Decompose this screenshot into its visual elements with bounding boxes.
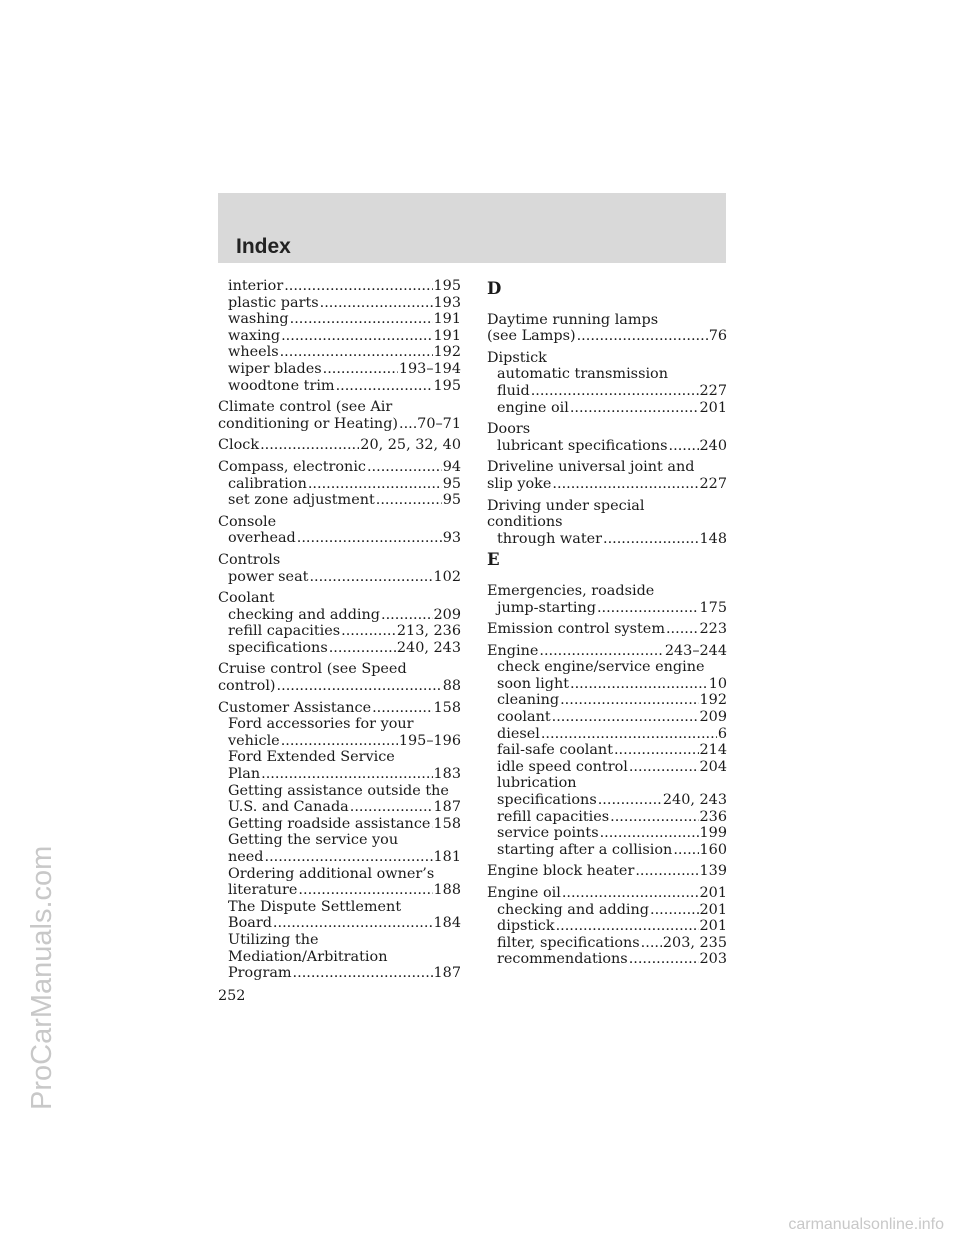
dot-leader <box>541 726 717 743</box>
entry-page-ref: 209 <box>433 606 461 623</box>
dot-leader <box>293 965 433 982</box>
entry-text: cleaning <box>497 692 560 709</box>
entry-text: control) <box>218 678 276 695</box>
index-subentry <box>218 378 461 395</box>
index-subentry <box>487 438 727 455</box>
entry-text: lubricant specifications <box>497 437 668 454</box>
entry-text: checking and adding <box>228 606 381 623</box>
dot-leader <box>281 328 432 345</box>
entry-page-ref: 184 <box>433 915 461 932</box>
entry-text: wiper blades <box>228 360 322 377</box>
entry-text: Plan <box>228 766 261 783</box>
index-subentry <box>218 915 461 932</box>
index-subentry <box>487 918 727 935</box>
index-subentry <box>218 492 461 509</box>
entry-text: Driving under special <box>487 497 645 514</box>
entry-text: Engine block heater <box>487 863 635 880</box>
page-title: Index <box>236 235 291 258</box>
entry-text: literature <box>228 882 298 899</box>
dot-leader <box>673 842 698 859</box>
index-main-entry <box>218 399 461 416</box>
entry-text: Daytime running lamps <box>487 311 659 328</box>
entry-page-ref: 223 <box>699 621 727 638</box>
index-entry <box>487 459 727 492</box>
index-subentry <box>487 709 727 726</box>
dot-leader <box>399 416 416 433</box>
entry-text: Getting assistance outside the <box>228 782 449 799</box>
dot-leader <box>556 918 699 935</box>
entry-text: Customer Assistance <box>218 699 372 716</box>
entry-text: calibration <box>228 475 307 492</box>
entry-text: overhead <box>228 530 296 547</box>
entry-page-ref: 20, 25, 32, 40 <box>360 437 461 454</box>
index-header-band <box>218 193 726 263</box>
dot-leader <box>614 742 699 759</box>
dot-leader <box>597 600 699 617</box>
entry-text: filter, specifications <box>497 934 640 951</box>
entry-page-ref: 148 <box>699 530 727 547</box>
index-subentry <box>487 692 727 709</box>
index-main-entry <box>487 885 727 902</box>
entry-page-ref: 6 <box>717 725 727 742</box>
entry-text: refill capacities <box>228 623 341 640</box>
dot-leader <box>297 530 442 547</box>
index-subentry <box>218 783 461 800</box>
index-subentry <box>218 832 461 849</box>
entry-text: specifications <box>228 639 328 656</box>
index-subentry <box>487 902 727 919</box>
entry-page-ref: 93 <box>442 530 461 547</box>
entry-page-ref: 240, 243 <box>662 792 727 809</box>
dot-leader <box>265 849 433 866</box>
entry-page-ref: 10 <box>708 675 727 692</box>
index-main-entry <box>218 590 461 607</box>
dot-leader <box>531 383 699 400</box>
entry-text: wheels <box>228 344 279 361</box>
dot-leader <box>669 438 699 455</box>
entry-page-ref: 158 <box>433 815 461 832</box>
dot-leader <box>329 640 396 657</box>
index-main-entry <box>487 421 727 438</box>
dot-leader <box>308 476 442 493</box>
dot-leader <box>309 569 432 586</box>
entry-text: recommendations <box>497 951 628 968</box>
dot-leader <box>635 863 698 880</box>
index-column-left <box>218 278 461 987</box>
entry-page-ref: 188 <box>433 882 461 899</box>
index-main-entry <box>487 312 727 329</box>
entry-text: The Dispute Settlement <box>228 898 402 915</box>
index-entry <box>487 350 727 416</box>
dot-leader <box>323 361 398 378</box>
index-subentry <box>487 742 727 759</box>
entry-page-ref: 95 <box>442 475 461 492</box>
index-entry <box>487 312 727 345</box>
entry-page-ref: 227 <box>699 475 727 492</box>
entry-text: Program <box>228 965 292 982</box>
index-main-entry <box>487 583 727 600</box>
entry-page-ref: 94 <box>442 458 461 475</box>
entry-text: jump-starting <box>497 599 596 616</box>
dot-leader <box>376 492 442 509</box>
dot-leader <box>273 915 433 932</box>
index-subentry <box>218 295 461 312</box>
dot-leader <box>281 733 398 750</box>
entry-page-ref: 240, 243 <box>396 639 461 656</box>
dot-leader <box>610 809 698 826</box>
index-main-entry <box>487 476 727 493</box>
dot-leader <box>284 278 432 295</box>
index-subentry <box>218 949 461 966</box>
index-subentry <box>487 935 727 952</box>
entry-text: Emergencies, roadside <box>487 582 655 599</box>
entry-page-ref: 193–194 <box>398 360 461 377</box>
dot-leader <box>552 476 698 493</box>
index-subentry <box>218 716 461 733</box>
entry-text: check engine/service engine <box>497 659 705 676</box>
index-main-entry <box>487 328 727 345</box>
dot-leader <box>552 709 699 726</box>
entry-text: Ford accessories for your <box>228 716 414 733</box>
dot-leader <box>341 623 396 640</box>
section-letter: E <box>487 550 500 570</box>
section-letter: D <box>487 279 502 298</box>
index-subentry <box>487 531 727 548</box>
entry-text: plastic parts <box>228 294 319 311</box>
entry-text: conditions <box>487 514 563 531</box>
index-subentry <box>487 792 727 809</box>
entry-page-ref: 158 <box>433 699 461 716</box>
index-main-entry <box>218 552 461 569</box>
index-subentry <box>218 749 461 766</box>
entry-text: woodtone trim <box>228 377 335 394</box>
entry-text: Getting roadside assistance <box>228 815 431 832</box>
entry-page-ref: 187 <box>433 965 461 982</box>
dot-leader <box>577 328 708 345</box>
index-entry <box>487 885 727 968</box>
index-entry <box>218 459 461 509</box>
entry-page-ref: 213, 236 <box>396 623 461 640</box>
entry-page-ref: 191 <box>433 327 461 344</box>
entry-page-ref: 227 <box>699 382 727 399</box>
entry-text: waxing <box>228 327 281 344</box>
entry-text: specifications <box>497 792 597 809</box>
entry-text: interior <box>228 278 284 294</box>
index-main-entry <box>487 350 727 367</box>
entry-page-ref: 243–244 <box>664 642 727 659</box>
entry-text: dipstick <box>497 918 555 935</box>
entry-page-ref: 214 <box>699 742 727 759</box>
index-subentry <box>487 951 727 968</box>
entry-text: idle speed control <box>497 758 628 775</box>
index-main-entry <box>218 459 461 476</box>
entry-page-ref: 183 <box>433 766 461 783</box>
entry-page-ref: 195–196 <box>398 732 461 749</box>
index-subentry <box>218 640 461 657</box>
dot-leader <box>598 792 662 809</box>
entry-text: Climate control (see Air <box>218 399 393 416</box>
entry-page-ref: 236 <box>699 808 727 825</box>
index-subentry <box>218 816 461 833</box>
entry-text: through water <box>497 530 602 547</box>
index-subentry <box>218 899 461 916</box>
entry-text: refill capacities <box>497 808 610 825</box>
entry-text: automatic transmission <box>497 366 668 383</box>
entry-page-ref: 192 <box>433 344 461 361</box>
dot-leader <box>298 882 432 899</box>
index-subentry <box>487 383 727 400</box>
entry-page-ref: 181 <box>433 849 461 865</box>
entry-text: Coolant <box>218 590 275 607</box>
index-subentry <box>218 530 461 547</box>
entry-page-ref: 191 <box>433 311 461 328</box>
entry-text: Getting the service you <box>228 832 399 849</box>
entry-page-ref: 199 <box>699 825 727 842</box>
dot-leader <box>350 799 433 816</box>
entry-text: Board <box>228 915 272 932</box>
index-subentry <box>487 825 727 842</box>
dot-leader <box>320 295 433 312</box>
index-column-right <box>487 278 727 973</box>
index-subentry <box>218 766 461 783</box>
entry-page-ref: 195 <box>433 278 461 294</box>
index-entry <box>487 498 727 548</box>
dot-leader <box>372 700 432 717</box>
watermark-carmanualsonline: carmanualsonline.info <box>788 1216 944 1233</box>
index-subentry <box>487 842 727 859</box>
index-main-entry <box>218 514 461 531</box>
index-subentry <box>218 569 461 586</box>
index-entry <box>487 863 727 880</box>
dot-leader <box>367 459 442 476</box>
entry-page-ref: 175 <box>699 599 727 616</box>
entry-page-ref: 102 <box>433 568 461 585</box>
dot-leader <box>261 766 432 783</box>
entry-text: Clock <box>218 437 260 454</box>
dot-leader <box>280 344 433 361</box>
entry-text: Dipstick <box>487 349 547 366</box>
dot-leader <box>277 678 442 695</box>
dot-leader <box>381 607 433 624</box>
entry-text: Cruise control (see Speed <box>218 661 407 678</box>
entry-page-ref: 209 <box>699 709 727 726</box>
entry-text: fail-safe coolant <box>497 742 613 759</box>
index-main-entry <box>218 678 461 695</box>
entry-text: vehicle <box>228 732 280 749</box>
index-subentry <box>218 344 461 361</box>
dot-leader <box>431 816 432 833</box>
index-entry <box>218 661 461 694</box>
entry-text: engine oil <box>497 399 569 416</box>
entry-text: diesel <box>497 725 540 742</box>
entry-text: Ordering additional owner’s <box>228 865 435 882</box>
index-main-entry <box>487 498 727 515</box>
index-main-entry <box>218 661 461 678</box>
dot-leader <box>666 621 699 638</box>
index-subentry <box>218 965 461 982</box>
index-subentry <box>487 809 727 826</box>
index-subentry <box>218 932 461 949</box>
index-subentry <box>487 759 727 776</box>
entry-text: lubrication <box>497 775 577 792</box>
index-entry <box>487 621 727 638</box>
entry-text: Compass, electronic <box>218 458 366 475</box>
dot-leader <box>570 400 699 417</box>
index-main-entry <box>218 700 461 717</box>
index-entry <box>218 437 461 454</box>
entry-text: service points <box>497 825 599 842</box>
entry-page-ref: 201 <box>699 885 727 901</box>
dot-leader <box>570 676 708 693</box>
index-entry <box>218 700 461 982</box>
entry-text: Engine <box>487 642 539 659</box>
index-main-entry <box>487 459 727 476</box>
index-entry <box>218 590 461 656</box>
entry-text: soon light <box>497 675 570 692</box>
entry-page-ref: 195 <box>433 377 461 394</box>
index-subentry <box>218 607 461 624</box>
index-subentry <box>218 361 461 378</box>
index-subentry <box>487 600 727 617</box>
entry-page-ref: 240 <box>699 437 727 454</box>
index-entry <box>487 583 727 616</box>
index-subentry <box>218 623 461 640</box>
entry-text: Controls <box>218 551 281 568</box>
entry-text: power seat <box>228 568 309 585</box>
index-subentry <box>218 866 461 883</box>
entry-text: Driveline universal joint and <box>487 459 695 476</box>
index-main-entry <box>218 437 461 454</box>
entry-text: coolant <box>497 709 551 726</box>
index-subentry <box>218 849 461 866</box>
index-entry <box>218 514 461 547</box>
index-main-entry <box>487 514 727 531</box>
index-main-entry <box>487 621 727 638</box>
index-subentry <box>218 476 461 493</box>
index-entry <box>487 643 727 859</box>
dot-leader <box>560 692 698 709</box>
index-subentry <box>218 328 461 345</box>
entry-page-ref: 76 <box>708 328 727 345</box>
index-subentry <box>218 799 461 816</box>
entry-text: U.S. and Canada <box>228 799 349 816</box>
dot-leader <box>629 951 699 968</box>
index-subentry <box>487 676 727 693</box>
index-subentry <box>487 366 727 383</box>
entry-page-ref: 187 <box>433 799 461 816</box>
index-subentry <box>218 311 461 328</box>
entry-page-ref: 204 <box>699 758 727 775</box>
entry-page-ref: 88 <box>442 678 461 695</box>
index-main-entry <box>487 643 727 660</box>
index-entry <box>218 552 461 585</box>
index-main-entry <box>218 416 461 433</box>
entry-page-ref: 95 <box>442 492 461 509</box>
entry-page-ref: 203, 235 <box>662 934 727 951</box>
entry-text: Emission control system <box>487 621 665 638</box>
entry-page-ref: 160 <box>699 841 727 858</box>
index-subentry <box>487 659 727 676</box>
entry-page-ref: 201 <box>699 901 727 918</box>
entry-text: Utilizing the <box>228 931 319 948</box>
dot-leader <box>603 531 699 548</box>
dot-leader <box>650 902 699 919</box>
index-subentry <box>487 726 727 743</box>
dot-leader <box>562 885 699 902</box>
entry-text: slip yoke <box>487 475 552 492</box>
entry-text: starting after a collision <box>497 841 673 858</box>
index-subentry <box>218 733 461 750</box>
entry-text: set zone adjustment <box>228 492 375 509</box>
index-main-entry <box>487 863 727 880</box>
entry-text: fluid <box>497 382 530 399</box>
watermark-procarmanuals: ProCarManuals.com <box>26 845 58 1110</box>
index-subentry <box>218 278 461 295</box>
dot-leader <box>600 825 699 842</box>
dot-leader <box>290 311 433 328</box>
entry-text: Doors <box>487 421 531 438</box>
page-number: 252 <box>218 988 246 1004</box>
index-entry <box>218 399 461 432</box>
entry-text: conditioning or Heating) <box>218 415 399 432</box>
entry-page-ref: 70–71 <box>417 415 461 432</box>
index-subentry <box>218 882 461 899</box>
entry-text: Ford Extended Service <box>228 749 395 766</box>
entry-page-ref: 201 <box>699 918 727 935</box>
entry-text: Mediation/Arbitration <box>228 948 388 965</box>
entry-page-ref: 139 <box>699 863 727 880</box>
index-entry <box>218 278 461 394</box>
entry-page-ref: 192 <box>699 692 727 709</box>
index-subentry <box>487 775 727 792</box>
entry-text: Console <box>218 513 277 530</box>
entry-page-ref: 201 <box>699 399 727 416</box>
dot-leader <box>629 759 699 776</box>
dot-leader <box>641 935 662 952</box>
dot-leader <box>336 378 433 395</box>
entry-text: need <box>228 849 264 865</box>
dot-leader <box>539 643 663 660</box>
index-subentry <box>487 400 727 417</box>
entry-page-ref: 193 <box>433 294 461 311</box>
index-entry <box>487 421 727 454</box>
entry-text: Engine oil <box>487 885 561 901</box>
entry-text: (see Lamps) <box>487 328 576 345</box>
dot-leader <box>260 437 359 454</box>
entry-text: checking and adding <box>497 901 650 918</box>
entry-page-ref: 203 <box>699 951 727 968</box>
entry-text: washing <box>228 311 289 328</box>
